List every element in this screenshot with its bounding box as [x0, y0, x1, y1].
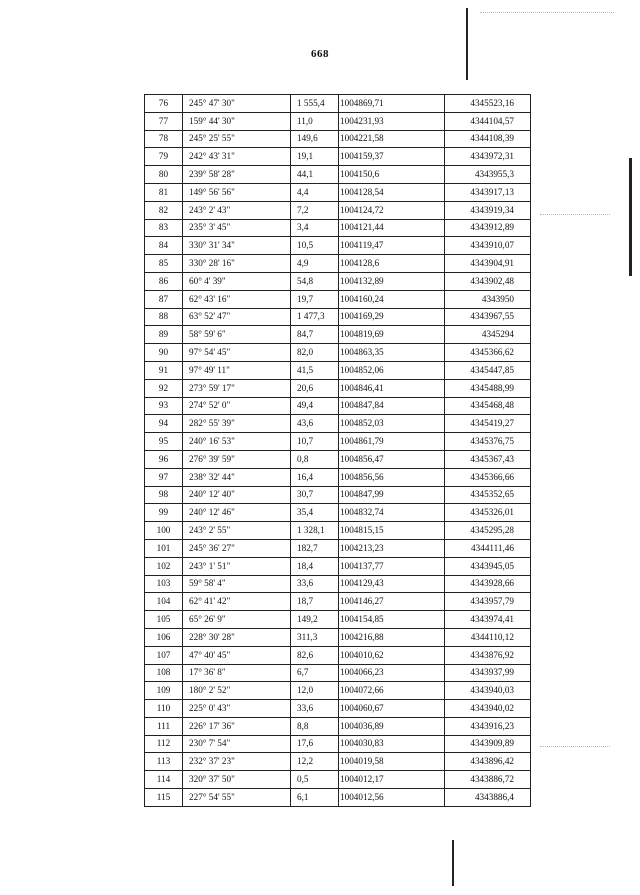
length-cell: 182,7 [291, 539, 339, 557]
table-row [145, 415, 531, 433]
point-number-cell: 113 [145, 753, 183, 771]
table-row [145, 326, 531, 344]
y-coordinate-cell: 4344104,57 [445, 112, 531, 130]
length-cell: 1 477,3 [291, 308, 339, 326]
y-coordinate-cell: 4343886,4 [445, 789, 531, 807]
table-row [145, 379, 531, 397]
point-number-cell: 102 [145, 557, 183, 575]
y-coordinate-cell: 4344108,39 [445, 130, 531, 148]
length-cell: 82,0 [291, 344, 339, 362]
x-coordinate-cell: 1004861,79 [339, 433, 445, 451]
table-row [145, 771, 531, 789]
x-coordinate-cell: 1004847,99 [339, 486, 445, 504]
direction-angle-cell: 65° 26' 9" [183, 611, 291, 629]
length-cell: 7,2 [291, 201, 339, 219]
point-number-cell: 87 [145, 290, 183, 308]
direction-angle-cell: 59° 58' 4" [183, 575, 291, 593]
point-number-cell: 90 [145, 344, 183, 362]
direction-angle-cell: 242° 43' 31" [183, 148, 291, 166]
x-coordinate-cell: 1004012,56 [339, 789, 445, 807]
length-cell: 0,5 [291, 771, 339, 789]
table-row [145, 130, 531, 148]
x-coordinate-cell: 1004121,44 [339, 219, 445, 237]
direction-angle-cell: 276° 39' 59" [183, 450, 291, 468]
point-number-cell: 81 [145, 183, 183, 201]
length-cell: 54,8 [291, 272, 339, 290]
x-coordinate-cell: 1004832,74 [339, 504, 445, 522]
length-cell: 11,0 [291, 112, 339, 130]
point-number-cell: 95 [145, 433, 183, 451]
direction-angle-cell: 60° 4' 39" [183, 272, 291, 290]
y-coordinate-cell: 4343940,03 [445, 682, 531, 700]
y-coordinate-cell: 4344111,46 [445, 539, 531, 557]
length-cell: 8,8 [291, 717, 339, 735]
y-coordinate-cell: 4343919,34 [445, 201, 531, 219]
point-number-cell: 99 [145, 504, 183, 522]
point-number-cell: 84 [145, 237, 183, 255]
point-number-cell: 77 [145, 112, 183, 130]
direction-angle-cell: 227° 54' 55" [183, 789, 291, 807]
x-coordinate-cell: 1004150,6 [339, 166, 445, 184]
length-cell: 4,9 [291, 255, 339, 273]
scan-noise-lower-right [540, 746, 610, 747]
table-row [145, 183, 531, 201]
x-coordinate-cell: 1004819,69 [339, 326, 445, 344]
x-coordinate-cell: 1004072,66 [339, 682, 445, 700]
length-cell: 84,7 [291, 326, 339, 344]
point-number-cell: 110 [145, 700, 183, 718]
coordinates-table [144, 94, 531, 807]
x-coordinate-cell: 1004030,83 [339, 735, 445, 753]
point-number-cell: 98 [145, 486, 183, 504]
direction-angle-cell: 230° 7' 54" [183, 735, 291, 753]
direction-angle-cell: 240° 16' 53" [183, 433, 291, 451]
table-row [145, 557, 531, 575]
y-coordinate-cell: 4343940,02 [445, 700, 531, 718]
table-row [145, 397, 531, 415]
x-coordinate-cell: 1004160,24 [339, 290, 445, 308]
direction-angle-cell: 17° 36' 8" [183, 664, 291, 682]
x-coordinate-cell: 1004128,54 [339, 183, 445, 201]
table-row [145, 237, 531, 255]
point-number-cell: 86 [145, 272, 183, 290]
table-row [145, 450, 531, 468]
x-coordinate-cell: 1004124,72 [339, 201, 445, 219]
y-coordinate-cell: 4343886,72 [445, 771, 531, 789]
point-number-cell: 112 [145, 735, 183, 753]
page-number: 668 [311, 48, 329, 60]
scan-noise-right [540, 214, 610, 215]
x-coordinate-cell: 1004863,35 [339, 344, 445, 362]
length-cell: 43,6 [291, 415, 339, 433]
y-coordinate-cell: 4343912,89 [445, 219, 531, 237]
length-cell: 0,8 [291, 450, 339, 468]
y-coordinate-cell: 4343916,23 [445, 717, 531, 735]
table-row [145, 753, 531, 771]
y-coordinate-cell: 4343928,66 [445, 575, 531, 593]
table-row [145, 166, 531, 184]
x-coordinate-cell: 1004036,89 [339, 717, 445, 735]
direction-angle-cell: 62° 43' 16" [183, 290, 291, 308]
length-cell: 33,6 [291, 575, 339, 593]
y-coordinate-cell: 4343910,07 [445, 237, 531, 255]
table-row [145, 112, 531, 130]
point-number-cell: 103 [145, 575, 183, 593]
y-coordinate-cell: 4345447,85 [445, 361, 531, 379]
y-coordinate-cell: 4345523,16 [445, 95, 531, 113]
y-coordinate-cell: 4343957,79 [445, 593, 531, 611]
table-row [145, 682, 531, 700]
y-coordinate-cell: 4345468,48 [445, 397, 531, 415]
point-number-cell: 82 [145, 201, 183, 219]
table-row [145, 628, 531, 646]
scan-margin-line-top [466, 8, 468, 80]
point-number-cell: 89 [145, 326, 183, 344]
y-coordinate-cell: 4345294 [445, 326, 531, 344]
point-number-cell: 85 [145, 255, 183, 273]
x-coordinate-cell: 1004216,88 [339, 628, 445, 646]
x-coordinate-cell: 1004231,93 [339, 112, 445, 130]
length-cell: 49,4 [291, 397, 339, 415]
length-cell: 30,7 [291, 486, 339, 504]
length-cell: 1 555,4 [291, 95, 339, 113]
length-cell: 19,7 [291, 290, 339, 308]
direction-angle-cell: 47° 40' 45" [183, 646, 291, 664]
table-row [145, 593, 531, 611]
direction-angle-cell: 245° 36' 27" [183, 539, 291, 557]
table-row [145, 219, 531, 237]
scan-margin-line-bottom [452, 840, 454, 886]
table-row [145, 272, 531, 290]
y-coordinate-cell: 4343950 [445, 290, 531, 308]
y-coordinate-cell: 4345367,43 [445, 450, 531, 468]
direction-angle-cell: 149° 56' 56" [183, 183, 291, 201]
point-number-cell: 105 [145, 611, 183, 629]
point-number-cell: 100 [145, 522, 183, 540]
direction-angle-cell: 330° 28' 16" [183, 255, 291, 273]
length-cell: 35,4 [291, 504, 339, 522]
coordinates-table-body [145, 95, 531, 807]
y-coordinate-cell: 4343896,42 [445, 753, 531, 771]
x-coordinate-cell: 1004169,29 [339, 308, 445, 326]
x-coordinate-cell: 1004137,77 [339, 557, 445, 575]
table-row [145, 664, 531, 682]
length-cell: 12,0 [291, 682, 339, 700]
direction-angle-cell: 159° 44' 30" [183, 112, 291, 130]
table-row [145, 575, 531, 593]
direction-angle-cell: 245° 25' 55" [183, 130, 291, 148]
y-coordinate-cell: 4345366,66 [445, 468, 531, 486]
direction-angle-cell: 58° 59' 6" [183, 326, 291, 344]
y-coordinate-cell: 4343917,13 [445, 183, 531, 201]
x-coordinate-cell: 1004012,17 [339, 771, 445, 789]
direction-angle-cell: 282° 55' 39" [183, 415, 291, 433]
x-coordinate-cell: 1004019,58 [339, 753, 445, 771]
table-row [145, 611, 531, 629]
table-row [145, 646, 531, 664]
length-cell: 44,1 [291, 166, 339, 184]
point-number-cell: 108 [145, 664, 183, 682]
point-number-cell: 79 [145, 148, 183, 166]
x-coordinate-cell: 1004129,43 [339, 575, 445, 593]
length-cell: 10,5 [291, 237, 339, 255]
table-row [145, 539, 531, 557]
direction-angle-cell: 62° 41' 42" [183, 593, 291, 611]
direction-angle-cell: 274° 52' 0" [183, 397, 291, 415]
point-number-cell: 83 [145, 219, 183, 237]
point-number-cell: 94 [145, 415, 183, 433]
direction-angle-cell: 239° 58' 28" [183, 166, 291, 184]
length-cell: 6,7 [291, 664, 339, 682]
y-coordinate-cell: 4345295,28 [445, 522, 531, 540]
table-row [145, 717, 531, 735]
direction-angle-cell: 273° 59' 17" [183, 379, 291, 397]
x-coordinate-cell: 1004213,23 [339, 539, 445, 557]
y-coordinate-cell: 4343904,91 [445, 255, 531, 273]
x-coordinate-cell: 1004856,47 [339, 450, 445, 468]
table-row [145, 433, 531, 451]
y-coordinate-cell: 4343876,92 [445, 646, 531, 664]
x-coordinate-cell: 1004847,84 [339, 397, 445, 415]
table-row [145, 148, 531, 166]
length-cell: 16,4 [291, 468, 339, 486]
y-coordinate-cell: 4345376,75 [445, 433, 531, 451]
length-cell: 17,6 [291, 735, 339, 753]
x-coordinate-cell: 1004066,23 [339, 664, 445, 682]
y-coordinate-cell: 4343937,99 [445, 664, 531, 682]
length-cell: 12,2 [291, 753, 339, 771]
table-row [145, 255, 531, 273]
scan-noise-top [480, 12, 614, 13]
table-row [145, 504, 531, 522]
point-number-cell: 106 [145, 628, 183, 646]
x-coordinate-cell: 1004010,62 [339, 646, 445, 664]
table-row [145, 789, 531, 807]
direction-angle-cell: 225° 0' 43" [183, 700, 291, 718]
y-coordinate-cell: 4343902,48 [445, 272, 531, 290]
x-coordinate-cell: 1004221,58 [339, 130, 445, 148]
x-coordinate-cell: 1004852,03 [339, 415, 445, 433]
y-coordinate-cell: 4343967,55 [445, 308, 531, 326]
direction-angle-cell: 180° 2' 52" [183, 682, 291, 700]
x-coordinate-cell: 1004856,56 [339, 468, 445, 486]
length-cell: 18,4 [291, 557, 339, 575]
direction-angle-cell: 235° 3' 45" [183, 219, 291, 237]
point-number-cell: 107 [145, 646, 183, 664]
table-row [145, 361, 531, 379]
y-coordinate-cell: 4343972,31 [445, 148, 531, 166]
table-row [145, 308, 531, 326]
x-coordinate-cell: 1004815,15 [339, 522, 445, 540]
direction-angle-cell: 320° 37' 50" [183, 771, 291, 789]
direction-angle-cell: 97° 54' 45" [183, 344, 291, 362]
length-cell: 6,1 [291, 789, 339, 807]
length-cell: 41,5 [291, 361, 339, 379]
x-coordinate-cell: 1004846,41 [339, 379, 445, 397]
scan-margin-line-right [629, 158, 632, 276]
direction-angle-cell: 240° 12' 40" [183, 486, 291, 504]
y-coordinate-cell: 4345352,65 [445, 486, 531, 504]
table-row [145, 344, 531, 362]
direction-angle-cell: 226° 17' 36" [183, 717, 291, 735]
y-coordinate-cell: 4345419,27 [445, 415, 531, 433]
length-cell: 10,7 [291, 433, 339, 451]
length-cell: 311,3 [291, 628, 339, 646]
y-coordinate-cell: 4345326,01 [445, 504, 531, 522]
x-coordinate-cell: 1004060,67 [339, 700, 445, 718]
length-cell: 82,6 [291, 646, 339, 664]
direction-angle-cell: 243° 2' 43" [183, 201, 291, 219]
direction-angle-cell: 228° 30' 28" [183, 628, 291, 646]
length-cell: 1 328,1 [291, 522, 339, 540]
point-number-cell: 97 [145, 468, 183, 486]
y-coordinate-cell: 4345366,62 [445, 344, 531, 362]
x-coordinate-cell: 1004119,47 [339, 237, 445, 255]
table-row [145, 95, 531, 113]
length-cell: 20,6 [291, 379, 339, 397]
x-coordinate-cell: 1004146,27 [339, 593, 445, 611]
length-cell: 4,4 [291, 183, 339, 201]
point-number-cell: 115 [145, 789, 183, 807]
point-number-cell: 96 [145, 450, 183, 468]
x-coordinate-cell: 1004869,71 [339, 95, 445, 113]
y-coordinate-cell: 4345488,99 [445, 379, 531, 397]
point-number-cell: 101 [145, 539, 183, 557]
y-coordinate-cell: 4343974,41 [445, 611, 531, 629]
table-row [145, 468, 531, 486]
x-coordinate-cell: 1004159,37 [339, 148, 445, 166]
table-row [145, 290, 531, 308]
table-row [145, 735, 531, 753]
x-coordinate-cell: 1004132,89 [339, 272, 445, 290]
y-coordinate-cell: 4343909,89 [445, 735, 531, 753]
direction-angle-cell: 63° 52' 47" [183, 308, 291, 326]
point-number-cell: 109 [145, 682, 183, 700]
point-number-cell: 91 [145, 361, 183, 379]
point-number-cell: 93 [145, 397, 183, 415]
length-cell: 149,2 [291, 611, 339, 629]
point-number-cell: 88 [145, 308, 183, 326]
length-cell: 33,6 [291, 700, 339, 718]
length-cell: 19,1 [291, 148, 339, 166]
x-coordinate-cell: 1004852,06 [339, 361, 445, 379]
direction-angle-cell: 243° 2' 55" [183, 522, 291, 540]
y-coordinate-cell: 4343945,05 [445, 557, 531, 575]
x-coordinate-cell: 1004154,85 [339, 611, 445, 629]
length-cell: 18,7 [291, 593, 339, 611]
point-number-cell: 104 [145, 593, 183, 611]
point-number-cell: 92 [145, 379, 183, 397]
length-cell: 3,4 [291, 219, 339, 237]
table-row [145, 201, 531, 219]
direction-angle-cell: 240° 12' 46" [183, 504, 291, 522]
table-row [145, 522, 531, 540]
direction-angle-cell: 330° 31' 34" [183, 237, 291, 255]
point-number-cell: 111 [145, 717, 183, 735]
direction-angle-cell: 238° 32' 44" [183, 468, 291, 486]
y-coordinate-cell: 4344110,12 [445, 628, 531, 646]
table-row [145, 700, 531, 718]
direction-angle-cell: 245° 47' 30" [183, 95, 291, 113]
point-number-cell: 80 [145, 166, 183, 184]
direction-angle-cell: 243° 1' 51" [183, 557, 291, 575]
y-coordinate-cell: 4343955,3 [445, 166, 531, 184]
direction-angle-cell: 97° 49' 11" [183, 361, 291, 379]
table-row [145, 486, 531, 504]
direction-angle-cell: 232° 37' 23" [183, 753, 291, 771]
point-number-cell: 114 [145, 771, 183, 789]
x-coordinate-cell: 1004128,6 [339, 255, 445, 273]
point-number-cell: 78 [145, 130, 183, 148]
length-cell: 149,6 [291, 130, 339, 148]
point-number-cell: 76 [145, 95, 183, 113]
